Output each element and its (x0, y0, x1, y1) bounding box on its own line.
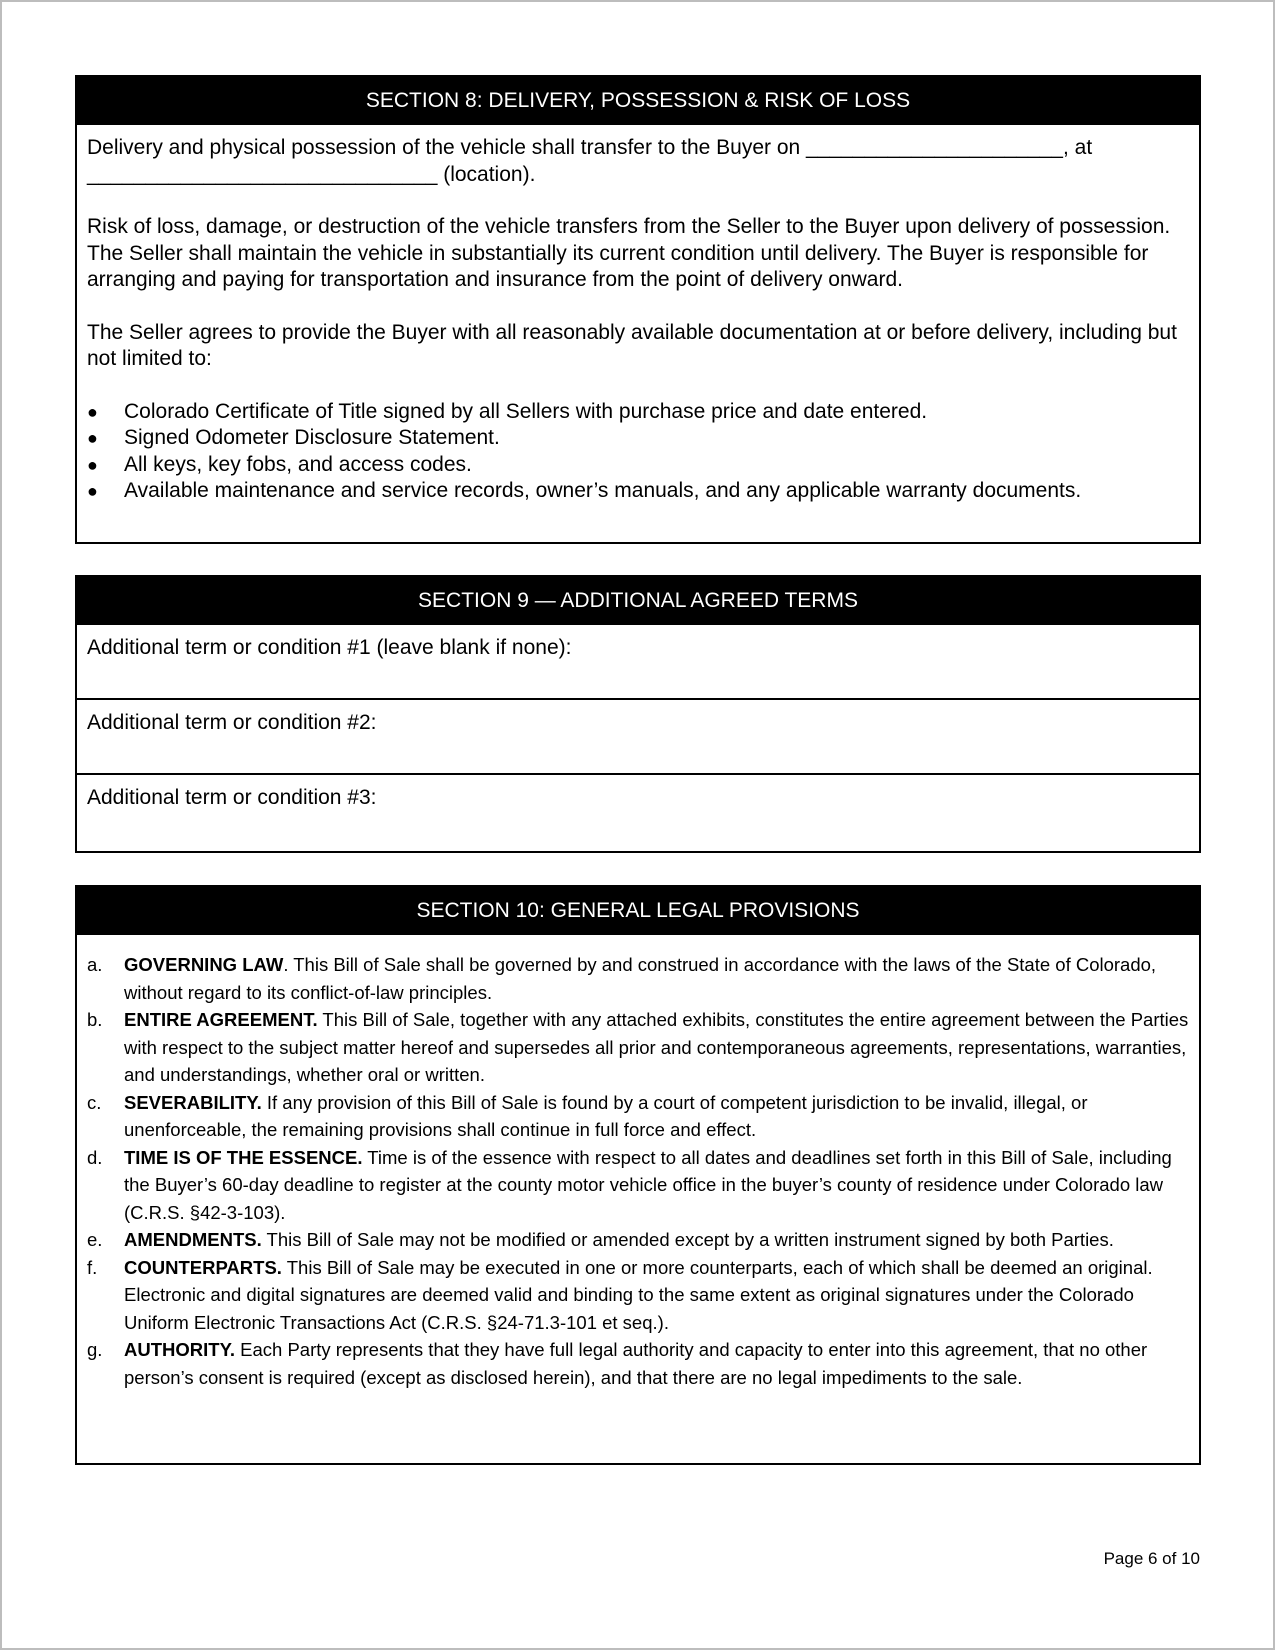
provision-entire-agreement (87, 1006, 1189, 1089)
provision-text: This Bill of Sale may be executed in one or more counterparts, each of which shall be deemed an original. Electronic and digital signatures are deemed valid and binding to the same extent as original signatures under the Colorado Uniform Electronic Transactions Act (C.R.S. §24-71.3-101 et seq.). (124, 1256, 1153, 1333)
provision-title: AMENDMENTS. (124, 1229, 262, 1250)
provision-counterparts (87, 1254, 1189, 1337)
section-10-legal-provisions (75, 885, 1201, 1465)
provision-severability (87, 1089, 1189, 1144)
list-item (87, 399, 1189, 426)
provision-title: ENTIRE AGREEMENT. (124, 1009, 318, 1030)
provision-title: COUNTERPARTS. (124, 1256, 282, 1278)
provision-time-of-essence (87, 1144, 1189, 1227)
bullet-icon: ● (87, 428, 98, 448)
list-item (87, 478, 1189, 505)
provision-text: This Bill of Sale, together with any attached exhibits, constitutes the entire agreement between the Parties with respect to the subject matter hereof and supersedes all prior and contemporaneous agreements, representations, warranties, and understandings, whether oral or written. (124, 1009, 1189, 1085)
section-8-header: SECTION 8: DELIVERY, POSSESSION & RISK OF LOSS (77, 77, 1199, 125)
provision-marker: f. (87, 1256, 98, 1278)
provision-text: Each Party represents that they have full legal authority and capacity to enter into this agreement, that no other person’s consent is required (except as disclosed herein), and that there are no legal impediments to the sale. (124, 1339, 1148, 1388)
additional-term-2-field[interactable]: Additional term or condition #2: (77, 700, 1199, 775)
provision-title: AUTHORITY. (124, 1339, 235, 1360)
page-number: Page 6 of 10 (1103, 1549, 1200, 1568)
provision-amendments (87, 1226, 1189, 1254)
documentation-list (87, 399, 1189, 505)
provision-marker: b. (87, 1009, 103, 1030)
provision-governing-law (87, 951, 1189, 1006)
list-item-text: Available maintenance and service records, owner’s manuals, and any applicable warranty documents. (124, 479, 1082, 502)
list-item (87, 425, 1189, 452)
provision-marker: g. (87, 1339, 103, 1360)
provision-marker: a. (87, 954, 103, 975)
documentation-paragraph: The Seller agrees to provide the Buyer with all reasonably available documentation at or before delivery, including but not limited to: (87, 320, 1177, 370)
provision-title: SEVERABILITY. (124, 1091, 262, 1113)
provision-title: TIME IS OF THE ESSENCE. (124, 1146, 363, 1168)
provision-marker: e. (87, 1229, 103, 1250)
section-8-body (77, 125, 1199, 505)
delivery-paragraph: Delivery and physical possession of the vehicle shall transfer to the Buyer on ______________________, at ______________________________ (location). (87, 136, 1093, 186)
provision-text: If any provision of this Bill of Sale is found by a court of competent jurisdiction to be invalid, illegal, or unenforceable, the remaining provisions shall continue in full force and effect. (124, 1091, 1088, 1140)
additional-term-1-field[interactable]: Additional term or condition #1 (leave blank if none): (77, 625, 1199, 700)
provision-authority (87, 1336, 1189, 1391)
bullet-icon: ● (87, 454, 98, 475)
bullet-icon: ● (87, 481, 98, 501)
list-item-text: Colorado Certificate of Title signed by all Sellers with purchase price and date entered. (124, 399, 928, 423)
provision-text: Time is of the essence with respect to all dates and deadlines set forth in this Bill of Sale, including the Buyer’s 60-day deadline to register at the county motor vehicle office in the buyer’s county of residence under Colorado law (C.R.S. §42-3-103). (124, 1146, 1172, 1223)
provisions-list (77, 935, 1199, 1391)
list-item-text: Signed Odometer Disclosure Statement. (124, 426, 500, 449)
section-9-header: SECTION 9 — ADDITIONAL AGREED TERMS (77, 577, 1199, 625)
list-item (87, 452, 1189, 479)
list-item-text: All keys, key fobs, and access codes. (124, 452, 472, 476)
provision-text: This Bill of Sale may not be modified or amended except by a written instrument signed by both Parties. (261, 1229, 1114, 1250)
provision-title: GOVERNING LAW (124, 954, 284, 975)
section-9-additional-terms (75, 575, 1201, 853)
section-10-header: SECTION 10: GENERAL LEGAL PROVISIONS (77, 887, 1199, 935)
additional-term-3-field[interactable]: Additional term or condition #3: (87, 786, 377, 809)
provision-marker: c. (87, 1091, 102, 1113)
provision-text: . This Bill of Sale shall be governed by and construed in accordance with the laws of the State of Colorado, without regard to its conflict-of-law principles. (124, 954, 1157, 1003)
risk-of-loss-paragraph: Risk of loss, damage, or destruction of the vehicle transfers from the Seller to the Buyer upon delivery of possession. The Seller shall maintain the vehicle in substantially its current condition until delivery. The Buyer is responsible for arranging and paying for transportation and insurance from the point of delivery onward. (87, 215, 1171, 291)
section-8-delivery (75, 75, 1201, 544)
bullet-icon: ● (87, 401, 98, 422)
provision-marker: d. (87, 1146, 103, 1168)
